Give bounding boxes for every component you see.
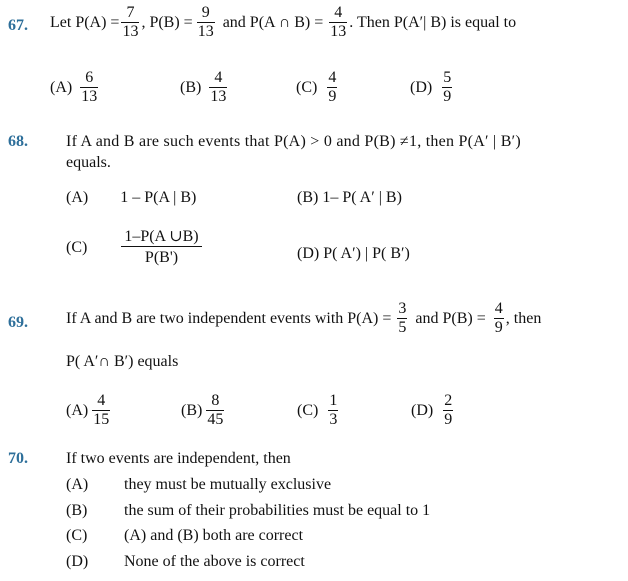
question-stem-line2: equals. <box>66 154 111 171</box>
option-a[interactable] <box>50 70 98 106</box>
option-text: None of the above is correct <box>124 553 305 570</box>
option-b[interactable]: (B) 1– P( A′ | B) <box>297 189 402 206</box>
option-fraction <box>80 70 98 106</box>
denominator: 15 <box>93 410 110 428</box>
denominator: 9 <box>443 87 452 105</box>
denominator: 9 <box>444 410 453 428</box>
option-label: (C) <box>66 527 88 544</box>
numerator: 5 <box>443 69 452 86</box>
option-label: (D) <box>410 78 433 96</box>
numerator: 8 <box>211 392 220 409</box>
option-label: (B) <box>66 502 88 519</box>
question-number: 67. <box>8 17 28 34</box>
denominator: 13 <box>197 22 214 40</box>
option-label: (C) <box>296 78 318 96</box>
option-b[interactable] <box>181 393 224 429</box>
question-stem <box>50 5 516 41</box>
option-a[interactable] <box>66 393 110 429</box>
numerator: 4 <box>494 300 503 317</box>
question-stem: If two events are independent, then <box>66 450 291 467</box>
option-label: (B) <box>180 78 202 96</box>
numerator: 1–P(A ∪B) <box>124 228 199 245</box>
option-fraction <box>121 229 201 267</box>
option-a[interactable] <box>66 477 331 493</box>
stem-text: If A and B are two independent events with P(A) = <box>66 309 392 327</box>
numerator: 2 <box>444 392 453 409</box>
option-fraction <box>442 70 452 106</box>
option-label: (A) <box>66 189 89 206</box>
option-fraction <box>209 70 227 106</box>
denominator: 9 <box>328 87 337 105</box>
fraction-pa <box>121 5 139 41</box>
option-fraction <box>92 393 110 429</box>
stem-text: Let P(A) = <box>50 13 120 31</box>
question-number: 70. <box>8 450 28 467</box>
option-text: 1 – P(A | B) <box>120 189 197 206</box>
denominator: 3 <box>329 410 338 428</box>
option-c[interactable] <box>66 528 303 544</box>
denominator: 9 <box>494 318 503 336</box>
option-label: (B) <box>181 401 203 419</box>
option-text: (A) and (B) both are correct <box>124 527 304 544</box>
numerator: 4 <box>328 69 337 86</box>
option-fraction <box>327 70 337 106</box>
question-stem-line1: If A and B are such events that P(A) > 0 and P(B) ≠1, then P(A′ | B′) <box>66 133 521 150</box>
question-number: 68. <box>8 133 28 150</box>
fraction-pa <box>397 301 407 337</box>
option-d[interactable] <box>66 554 305 570</box>
option-label: (A) <box>66 476 89 493</box>
denominator: 45 <box>207 410 224 428</box>
numerator: 9 <box>201 4 210 21</box>
numerator: 4 <box>334 4 343 21</box>
fraction-pb <box>197 5 215 41</box>
option-fraction <box>443 393 453 429</box>
option-c[interactable] <box>296 70 337 106</box>
option-b[interactable] <box>180 70 227 106</box>
numerator: 6 <box>85 69 94 86</box>
option-label: (C) <box>66 238 88 256</box>
stem-text: , P(B) = <box>141 13 193 31</box>
option-label: (D) <box>66 553 89 570</box>
question-stem <box>66 301 541 337</box>
numerator: 7 <box>126 4 135 21</box>
option-d[interactable] <box>410 70 452 106</box>
question-number: 69. <box>8 314 28 331</box>
fraction-pb <box>494 301 504 337</box>
option-label: (D) <box>411 401 434 419</box>
option-fraction <box>328 393 338 429</box>
stem-text: . Then P(A′| B) is equal to <box>349 13 517 31</box>
option-d[interactable]: (D) P( A′) | P( B′) <box>297 245 410 262</box>
denominator: 13 <box>81 87 98 105</box>
stem-text: and P(A ∩ B) = <box>222 13 324 31</box>
option-d[interactable] <box>411 393 453 429</box>
option-b[interactable] <box>66 503 430 519</box>
denominator: P(B') <box>121 246 201 267</box>
denominator: 5 <box>398 318 407 336</box>
denominator: 13 <box>210 87 227 105</box>
denominator: 13 <box>330 22 347 40</box>
option-text: they must be mutually exclusive <box>124 476 332 493</box>
stem-text: and P(B) = <box>415 309 486 327</box>
numerator: 1 <box>329 392 338 409</box>
denominator: 13 <box>122 22 139 40</box>
numerator: 4 <box>97 392 106 409</box>
option-c[interactable] <box>66 229 202 267</box>
numerator: 4 <box>214 69 223 86</box>
option-label: (C) <box>297 401 319 419</box>
numerator: 3 <box>398 300 407 317</box>
option-a[interactable] <box>66 190 196 206</box>
stem-text: , then <box>505 309 542 327</box>
fraction-pab <box>329 5 347 41</box>
question-stem-line2: P( A′∩ B′) equals <box>66 353 179 370</box>
option-fraction <box>206 393 224 429</box>
option-c[interactable] <box>297 393 338 429</box>
option-text: the sum of their probabilities must be equal to 1 <box>124 502 431 519</box>
option-label: (A) <box>50 78 73 96</box>
option-label: (A) <box>66 401 89 419</box>
